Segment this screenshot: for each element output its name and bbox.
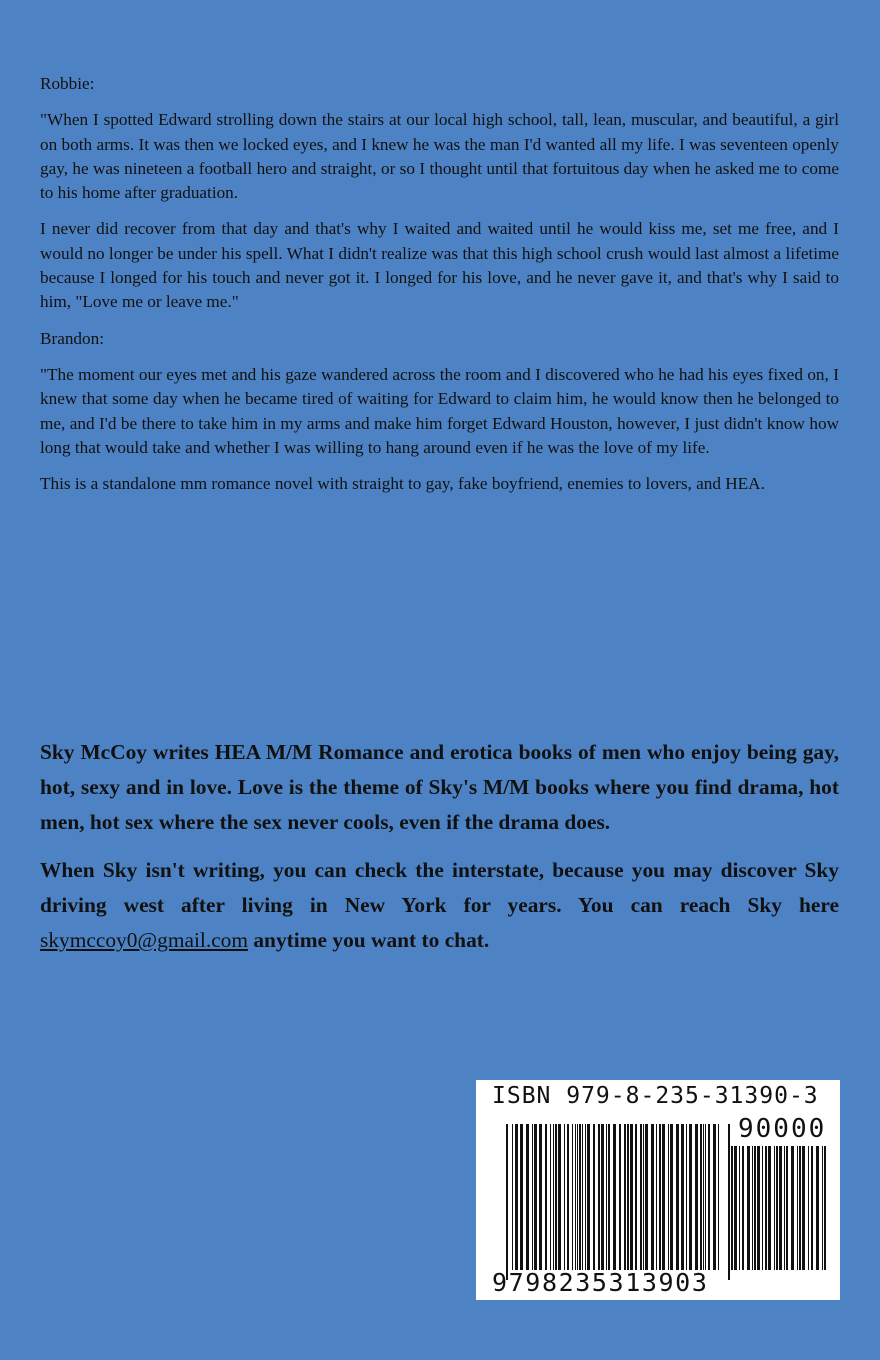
guard-bar (506, 1124, 508, 1280)
ean-bar (659, 1124, 661, 1270)
ean-bar (645, 1124, 648, 1270)
ean-bar (689, 1124, 692, 1270)
ean-bar (630, 1124, 633, 1270)
addon-bar (762, 1146, 763, 1270)
ean-bar (575, 1124, 576, 1270)
character-label-brandon: Brandon: (40, 328, 104, 348)
ean-bar (695, 1124, 698, 1270)
addon-bar (786, 1146, 788, 1270)
addon-bar (752, 1146, 753, 1270)
addon-bar (799, 1146, 801, 1270)
addon-bar (791, 1146, 794, 1270)
ean-bar (676, 1124, 679, 1270)
ean-bar (539, 1124, 542, 1270)
ean-bar (577, 1124, 578, 1270)
addon-bar (824, 1146, 826, 1270)
blurb-summary: This is a standalone mm romance novel with straight to gay, fake boyfriend, enemies to lovers, and HEA. (40, 474, 765, 494)
author-email-link[interactable]: skymccoy0@gmail.com (40, 928, 249, 952)
contact-text: When Sky isn't writing, you can check the interstate, because you may discover Sky driving west after living in New York for years. You can reach Sky here (40, 858, 839, 917)
ean-bar (686, 1124, 687, 1270)
ean-bar (640, 1124, 642, 1270)
blurb-paragraph: "When I spotted Edward strolling down the stairs at our local high school, tall, lean, muscular, and beautiful, a girl on both arms. It was then we locked eyes, and I knew he was the man I'd wanted all my life. I was seventeen openly gay, he was nineteen a football hero and straight, or so I thought until that fortuitous day when he asked me to come to his home after graduation. (40, 110, 839, 203)
isbn-number: ISBN 979-8-235-31390-3 (492, 1083, 819, 1109)
author-contact-paragraph (40, 853, 839, 958)
isbn-barcode (476, 1080, 840, 1300)
ean-bar (534, 1124, 537, 1270)
ean-bar (635, 1124, 637, 1270)
ean-bar (700, 1124, 702, 1270)
addon-bar (768, 1146, 771, 1270)
ean-bar (572, 1124, 573, 1270)
ean-bar (619, 1124, 621, 1270)
ean-bar (579, 1124, 581, 1270)
ean-bar (550, 1124, 551, 1270)
addon-bar (808, 1146, 809, 1270)
ean-bar (662, 1124, 665, 1270)
ean-bar (526, 1124, 529, 1270)
ean-bar (713, 1124, 716, 1270)
ean-bar (515, 1124, 518, 1270)
author-bio-paragraph: Sky McCoy writes HEA M/M Romance and erotica books of men who enjoy being gay, hot, sexy and in love. Love is the theme of Sky's M/M books where you find drama, hot men, hot sex where the sex never cools, even if the drama does. (40, 740, 839, 834)
ean-bar (643, 1124, 644, 1270)
ean-bar (555, 1124, 557, 1270)
ean-bar (627, 1124, 629, 1270)
addon-bar (754, 1146, 756, 1270)
ean-bar (651, 1124, 654, 1270)
addon-bar (739, 1146, 740, 1270)
ean-bar (587, 1124, 590, 1270)
ean-bar (545, 1124, 547, 1270)
ean-bar (582, 1124, 583, 1270)
ean-bar (705, 1124, 706, 1270)
ean-bar (564, 1124, 565, 1270)
addon-bar (784, 1146, 785, 1270)
ean-bar (593, 1124, 595, 1270)
blurb-paragraph: "The moment our eyes met and his gaze wandered across the room and I discovered who he had his eyes fixed on, I knew that some day when he became tired of waiting for Edward to claim him, he would know then he belonged to me, and I'd be there to take him in my arms and make him forget Edward Houston, however, I just didn't know how long that would take and whether I was willing to hang around even if he was the love of my life. (40, 364, 839, 457)
addon-bar (757, 1146, 760, 1270)
addon-bar (742, 1146, 744, 1270)
ean-bar (668, 1124, 669, 1270)
ean-bar (613, 1124, 616, 1270)
ean-bar (532, 1124, 533, 1270)
ean-bar (708, 1124, 710, 1270)
character-label-robbie: Robbie: (40, 74, 95, 93)
ean-bar (670, 1124, 673, 1270)
ean-bar (585, 1124, 586, 1270)
ean-bar (512, 1124, 513, 1270)
barcode-bars (476, 1080, 840, 1300)
ean-bar (553, 1124, 554, 1270)
contact-text-end: anytime you want to chat. (248, 928, 490, 952)
ean-bar (601, 1124, 604, 1270)
ean-bar (703, 1124, 704, 1270)
addon-bar (765, 1146, 767, 1270)
ean-bar (681, 1124, 684, 1270)
ean-bar (520, 1124, 523, 1270)
addon-bar (779, 1146, 782, 1270)
addon-bar (776, 1146, 778, 1270)
ean-bar (598, 1124, 600, 1270)
addon-bar (811, 1146, 813, 1270)
back-cover-blurb (40, 72, 839, 508)
ean-bar (606, 1124, 607, 1270)
ean-bar (656, 1124, 657, 1270)
ean-bar (567, 1124, 569, 1270)
author-bio (40, 735, 839, 971)
price-addon-code: 90000 (738, 1114, 827, 1144)
addon-bar (797, 1146, 798, 1270)
ean-digits: 9798235313903 (492, 1268, 709, 1297)
addon-bar (802, 1146, 805, 1270)
addon-bar (816, 1146, 819, 1270)
blurb-paragraph: I never did recover from that day and that's why I waited and waited until he would kiss me, set me free, and I would no longer be under his spell. What I didn't realize was that this high school crush would last almost a lifetime because I longed for his touch and never got it. I longed for his love, and he never gave it, and that's why I said to him, "Love me or leave me." (40, 219, 839, 312)
ean-bar (718, 1124, 719, 1270)
addon-bar (728, 1146, 729, 1270)
ean-bar (624, 1124, 626, 1270)
addon-bar (774, 1146, 775, 1270)
addon-bar (747, 1146, 750, 1270)
addon-bar (734, 1146, 737, 1270)
addon-bar (822, 1146, 823, 1270)
ean-bar (608, 1124, 610, 1270)
addon-bar (731, 1146, 733, 1270)
ean-bar (558, 1124, 561, 1270)
